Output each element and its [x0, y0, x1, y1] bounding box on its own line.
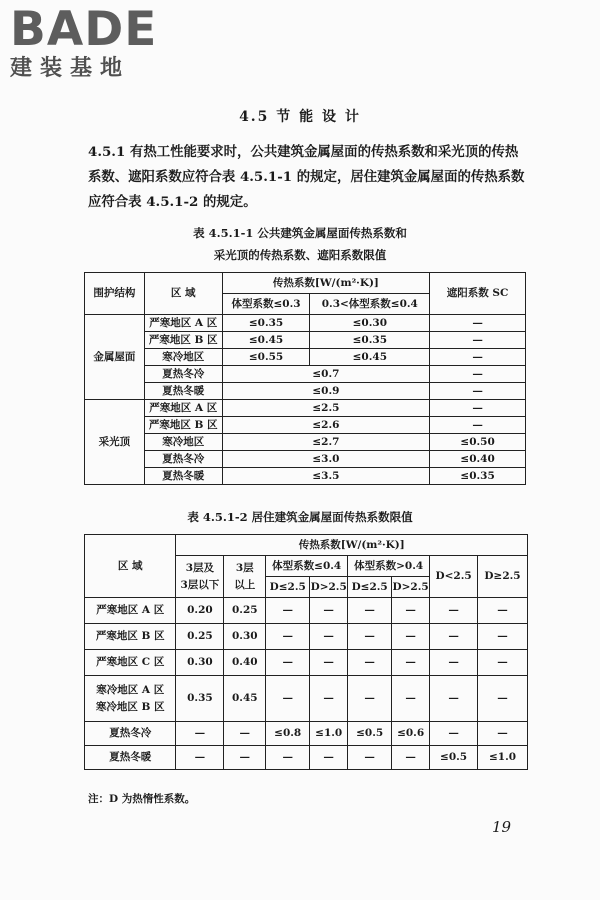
t2-header-k: 传热系数[W/(m²·K)]: [176, 535, 528, 556]
t1-header-region: 区 域: [144, 273, 222, 315]
t2-header-shape2: 体型系数>0.4: [348, 556, 430, 577]
t2-cell: —: [348, 676, 392, 722]
t2-cell: —: [430, 650, 478, 676]
t2-cell: —: [478, 676, 528, 722]
t2-cell: —: [478, 624, 528, 650]
t1-cell: ≤0.40: [430, 451, 526, 468]
t2-cell: —: [392, 598, 430, 624]
t2-region: 夏热冬暖: [85, 746, 176, 770]
t2-header-d1: D≤2.5: [266, 577, 310, 598]
table1-caption-line2: 采光顶的传热系数、遮阳系数限值: [213, 248, 387, 262]
t2-cell: —: [478, 650, 528, 676]
t2-cell: 0.25: [176, 624, 224, 650]
t1-group-skylight: 采光顶: [85, 400, 145, 485]
t1-header-k-a: 体型系数≤0.3: [222, 294, 310, 315]
t1-cell: ≤0.55: [222, 349, 310, 366]
t2-region: 寒冷地区 B 区: [95, 700, 165, 713]
t2-cell: —: [478, 722, 528, 746]
t1-group-metal-roof: 金属屋面: [85, 315, 145, 400]
table-residential-building: [84, 534, 528, 770]
t2-cell: 0.25: [224, 598, 266, 624]
t2-cell: —: [348, 598, 392, 624]
table-note: 注：D 为热惰性系数。: [88, 793, 196, 805]
t1-cell: ≤0.7: [222, 366, 430, 383]
t2-cell: —: [176, 722, 224, 746]
t1-region: 夏热冬冷: [144, 366, 222, 383]
t2-header-d2: D>2.5: [310, 577, 348, 598]
logo-subtitle: 建装基地: [10, 56, 131, 81]
t1-header-k: 传热系数[W/(m²·K)]: [222, 273, 430, 294]
bade-logo: [10, 2, 158, 82]
t2-cell: —: [348, 624, 392, 650]
t1-cell: ≤2.5: [222, 400, 430, 417]
t2-header-d3: D≤2.5: [348, 577, 392, 598]
t2-cell: ≤0.5: [348, 722, 392, 746]
t2-region: 严寒地区 A 区: [85, 598, 176, 624]
t2-cell: —: [310, 650, 348, 676]
t2-header-shape1: 体型系数≤0.4: [266, 556, 348, 577]
t1-cell: —: [430, 332, 526, 349]
t2-header-col2-line2: 以上: [234, 578, 256, 591]
t2-cell: —: [310, 624, 348, 650]
t2-region: 严寒地区 C 区: [85, 650, 176, 676]
t1-cell: ≤0.35: [430, 468, 526, 485]
t2-cell: 0.30: [224, 624, 266, 650]
t2-cell: —: [266, 650, 310, 676]
t2-cell: —: [310, 746, 348, 770]
t1-cell: —: [430, 315, 526, 332]
t1-cell: —: [430, 417, 526, 434]
t2-region-multi: [85, 676, 176, 722]
t1-cell: —: [430, 383, 526, 400]
t1-region: 严寒地区 B 区: [144, 332, 222, 349]
t2-cell: —: [266, 624, 310, 650]
t2-cell: 0.20: [176, 598, 224, 624]
table-public-building: [84, 272, 526, 485]
t1-header-sc: 遮阳系数 SC: [430, 273, 526, 315]
t1-region: 夏热冬暖: [144, 468, 222, 485]
t2-header-col1: [176, 556, 224, 598]
t2-cell: ≤0.6: [392, 722, 430, 746]
t1-cell: —: [430, 366, 526, 383]
t1-cell: ≤0.45: [310, 349, 430, 366]
t2-cell: 0.40: [224, 650, 266, 676]
t1-cell: ≤0.30: [310, 315, 430, 332]
t2-cell: —: [310, 598, 348, 624]
t2-cell: —: [266, 746, 310, 770]
t2-cell: —: [430, 624, 478, 650]
t2-header-region: 区 域: [85, 535, 176, 598]
t2-cell: —: [430, 722, 478, 746]
t1-cell: ≤3.0: [222, 451, 430, 468]
clause-paragraph: 4.5.1 有热工性能要求时，公共建筑金属屋面的传热系数和采光顶的传热系数、遮阳系数应符合表 4.5.1-1 的规定，居住建筑金属屋面的传热系数应符合表 4.5.1-2 的规定。: [88, 144, 525, 210]
t2-header-col1-line1: 3层及: [185, 561, 215, 574]
t2-cell: 0.35: [176, 676, 224, 722]
t2-cell: ≤0.5: [430, 746, 478, 770]
t1-cell: ≤0.9: [222, 383, 430, 400]
t1-region: 严寒地区 A 区: [144, 400, 222, 417]
t2-cell: —: [392, 650, 430, 676]
t2-header-d4: D>2.5: [392, 577, 430, 598]
t2-cell: —: [266, 598, 310, 624]
t2-cell: —: [392, 746, 430, 770]
t2-cell: ≤0.8: [266, 722, 310, 746]
t1-region: 夏热冬冷: [144, 451, 222, 468]
table1-caption-line1: 表 4.5.1-1 公共建筑金属屋面传热系数和: [193, 226, 407, 240]
table2-caption: 表 4.5.1-2 居住建筑金属屋面传热系数限值: [187, 510, 413, 524]
t2-cell: —: [348, 650, 392, 676]
t1-region: 寒冷地区: [144, 349, 222, 366]
t1-region: 寒冷地区: [144, 434, 222, 451]
t2-cell: —: [224, 722, 266, 746]
t1-cell: ≤0.35: [310, 332, 430, 349]
t2-header-col2: [224, 556, 266, 598]
t2-cell: —: [266, 676, 310, 722]
t2-cell: —: [348, 746, 392, 770]
t2-cell: —: [478, 598, 528, 624]
t2-cell: —: [224, 746, 266, 770]
page-number: 19: [492, 818, 512, 836]
t2-region: 夏热冬冷: [85, 722, 176, 746]
t1-cell: ≤0.50: [430, 434, 526, 451]
t1-cell: ≤2.6: [222, 417, 430, 434]
t1-cell: —: [430, 349, 526, 366]
t1-cell: ≤2.7: [222, 434, 430, 451]
t1-header-structure: 围护结构: [85, 273, 145, 315]
t1-cell: ≤3.5: [222, 468, 430, 485]
t1-cell: —: [430, 400, 526, 417]
t2-cell: —: [392, 624, 430, 650]
logo-mark: BADE: [10, 2, 158, 57]
t2-cell: —: [310, 676, 348, 722]
t2-region: 寒冷地区 A 区: [96, 683, 165, 696]
t1-region: 严寒地区 B 区: [144, 417, 222, 434]
t1-cell: ≤0.45: [222, 332, 310, 349]
section-title: 4.5 节 能 设 计: [239, 109, 361, 125]
t2-cell: 0.45: [224, 676, 266, 722]
t1-cell: ≤0.35: [222, 315, 310, 332]
t2-cell: —: [176, 746, 224, 770]
t2-cell: —: [430, 598, 478, 624]
t2-cell: 0.30: [176, 650, 224, 676]
t2-header-col1-line2: 3层以下: [180, 578, 220, 591]
t2-cell: ≤1.0: [310, 722, 348, 746]
t2-cell: —: [430, 676, 478, 722]
t1-region: 严寒地区 A 区: [144, 315, 222, 332]
t2-cell: ≤1.0: [478, 746, 528, 770]
t2-header-d6: D≥2.5: [478, 556, 528, 598]
t2-header-d5: D<2.5: [430, 556, 478, 598]
t1-region: 夏热冬暖: [144, 383, 222, 400]
t1-header-k-b: 0.3<体型系数≤0.4: [310, 294, 430, 315]
t2-header-col2-line1: 3层: [235, 561, 254, 574]
t2-region: 严寒地区 B 区: [85, 624, 176, 650]
t2-cell: —: [392, 676, 430, 722]
